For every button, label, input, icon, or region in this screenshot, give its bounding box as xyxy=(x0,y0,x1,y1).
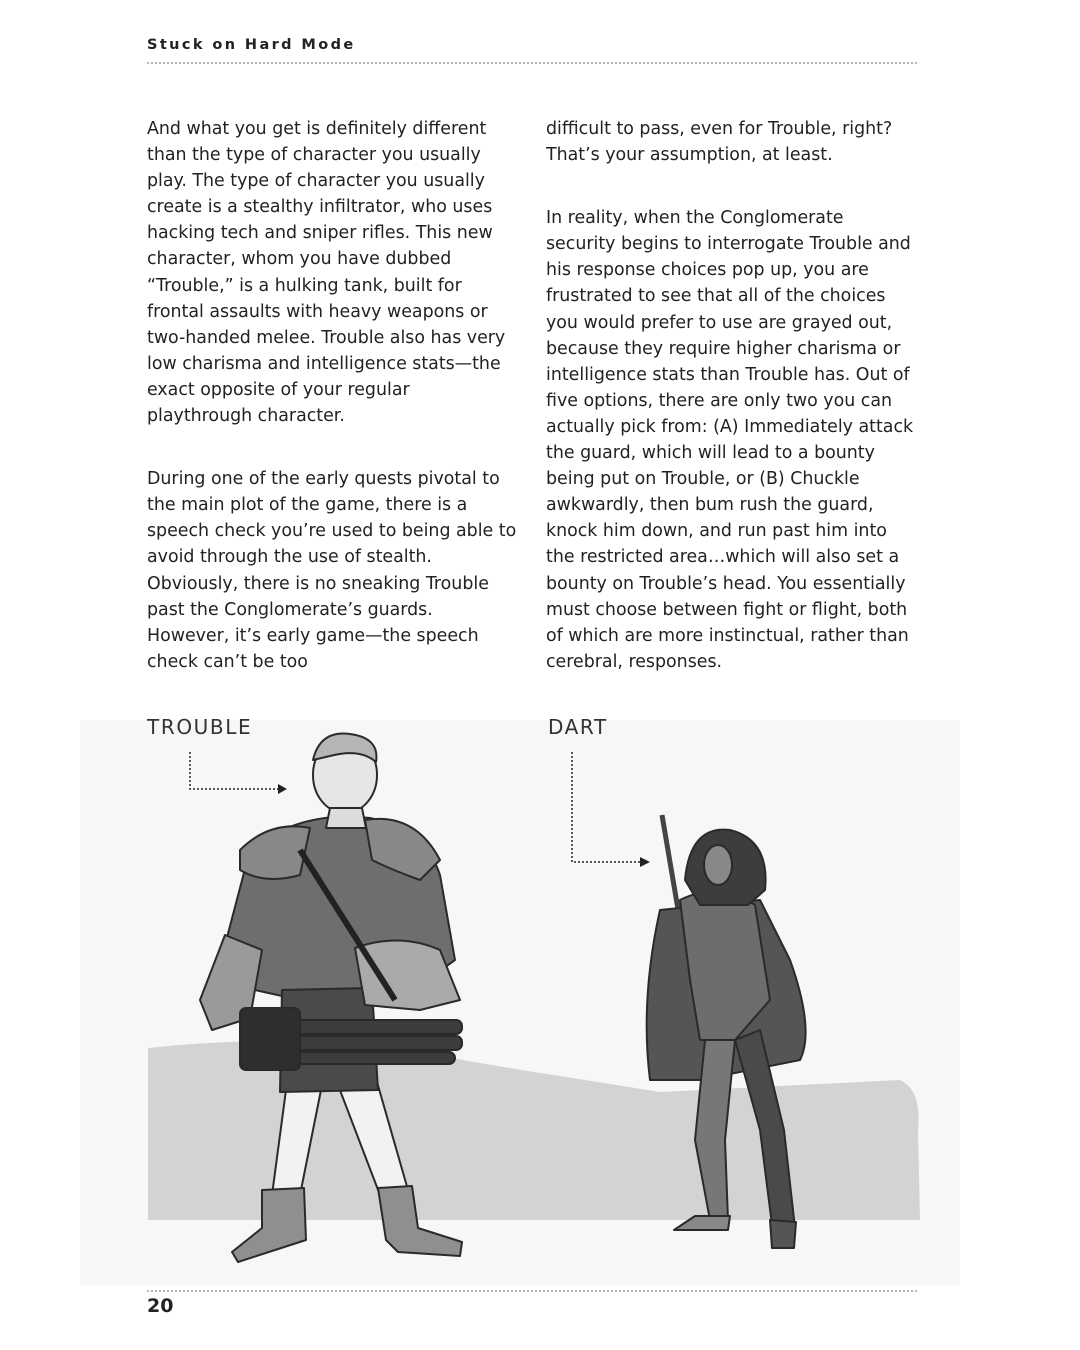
paragraph: And what you get is definitely different than the type of character you usually play. The type of character you usually create is a stealthy infiltrator, who uses hacking tech and sniper rifles. This new character, whom you have dubbed “Trouble,” is a hulking tank, built for frontal assaults with heavy weapons or two-handed melee. Trouble also has very low charisma and intelligence stats—the exact opposite of your regular playthrough character. xyxy=(147,119,506,427)
left-column xyxy=(147,116,519,712)
paragraph: During one of the early quests pivotal to the main plot of the game, there is a speech check you’re used to being able to avoid through the use of stealth. Obviously, there is no sneaking Trouble past the Conglomerate’s guards. However, it’s early game—the speech check can’t be too xyxy=(147,469,517,672)
caption-trouble: TROUBLE xyxy=(147,715,253,739)
paragraph: In reality, when the Conglomerate security begins to interrogate Trouble and his response choices pop up, you are frustrated to see that all of the choices you would prefer to use are grayed out, because they require higher charisma or intelligence stats than Trouble has. Out of five options, there are only two you can actually pick from: (A) Immediately attack the guard, which will lead to a bounty being put on Trouble, or (B) Chuckle awkwardly, then bum rush the guard, knock him down, and run past him into the restricted area…which will also set a bounty on Trouble’s head. You essentially must choose between fight or flight, both of which are more instinctual, rather than cerebral, responses. xyxy=(546,208,914,672)
page-number: 20 xyxy=(147,1295,174,1317)
running-head: Stuck on Hard Mode xyxy=(147,37,356,53)
paragraph: difficult to pass, even for Trouble, right? That’s your assumption, at least. xyxy=(546,119,893,166)
right-column xyxy=(546,116,918,712)
caption-dart: DART xyxy=(548,715,608,739)
character-illustration xyxy=(0,700,1080,1300)
header-rule xyxy=(147,62,917,64)
footer-rule xyxy=(147,1290,917,1292)
